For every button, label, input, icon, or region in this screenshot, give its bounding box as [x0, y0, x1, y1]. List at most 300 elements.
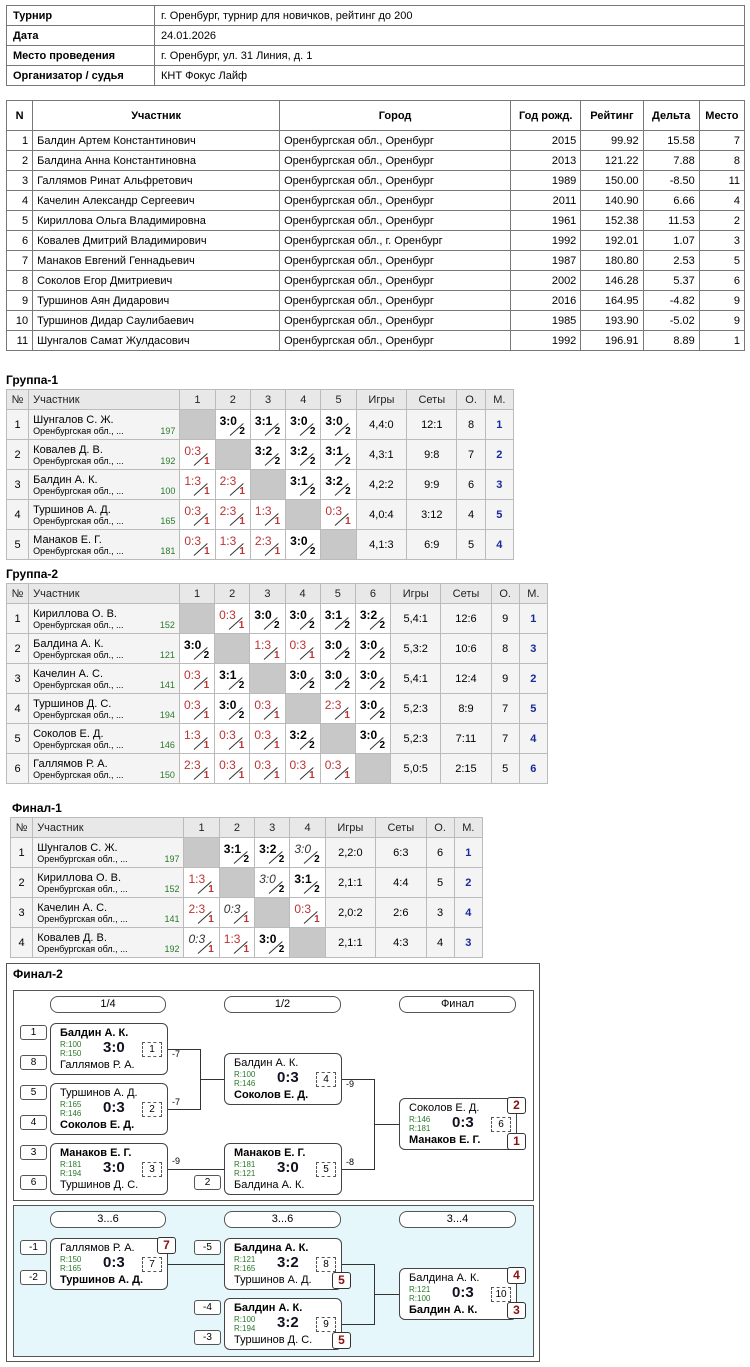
group-row: [11, 838, 483, 868]
table-cell: Оренбургская обл., Оренбург: [280, 191, 511, 211]
match-score: 0:3: [103, 1254, 125, 1271]
empty-cell: [180, 410, 215, 440]
bracket-match: [224, 1143, 342, 1195]
player-rating: 181: [160, 545, 176, 556]
empty-cell: [285, 694, 320, 724]
player-cell: [33, 868, 184, 898]
table-cell: 180.80: [581, 251, 643, 271]
table-cell: 2002: [511, 271, 581, 291]
sets-cell: 9:8: [407, 440, 457, 470]
match-score: 1:3: [184, 474, 202, 488]
table-cell: 1: [7, 131, 33, 151]
player-cell: [29, 634, 180, 664]
match-score: 2:3: [219, 504, 237, 518]
match-player-1: Соколов Е. Д.: [409, 1102, 480, 1114]
match-points: 2: [309, 740, 315, 751]
match-player-2: Балдина А. К.: [234, 1179, 305, 1191]
column-header: 5: [320, 584, 355, 604]
player-name: Галлямов Р. А.: [33, 757, 108, 770]
group-row: [11, 928, 483, 958]
player-rating: 150: [159, 769, 175, 780]
table-cell: Манаков Евгений Геннадьевич: [33, 251, 280, 271]
games-cell: 2,2:0: [325, 838, 375, 868]
match-points: 2: [379, 620, 386, 631]
empty-cell: [255, 898, 290, 928]
match-score: 0:3: [188, 932, 206, 946]
seed: -3: [194, 1330, 221, 1345]
match-score: 0:3: [103, 1099, 125, 1116]
match-score: 3:2: [277, 1314, 299, 1331]
score-cell: [286, 470, 321, 500]
final-2-title: Финал-2: [13, 967, 63, 981]
round-header: 1/4: [50, 996, 166, 1013]
match-score: 3:1: [325, 444, 343, 458]
sets-cell: 12:4: [441, 664, 491, 694]
column-header: Участник: [29, 584, 180, 604]
loser-note: -8: [346, 1157, 355, 1167]
column-header: N: [7, 101, 33, 131]
points-cell: 8: [491, 634, 519, 664]
table-cell: 7: [7, 251, 33, 271]
games-cell: 2,0:2: [325, 898, 375, 928]
match-points: 1: [208, 914, 214, 925]
score-cell: [179, 664, 214, 694]
row-number: 2: [7, 440, 29, 470]
table-cell: 196.91: [581, 331, 643, 351]
final-place-badge: 5: [332, 1272, 351, 1289]
column-header: №: [11, 818, 33, 838]
seed: 4: [20, 1115, 47, 1130]
row-number: 3: [11, 898, 33, 928]
points-cell: 7: [457, 440, 485, 470]
table-cell: 9: [7, 291, 33, 311]
match-score: 2:3: [219, 474, 237, 488]
match-score: 3:0: [254, 608, 272, 622]
match-score: 3:2: [254, 444, 273, 458]
table-cell: 140.90: [581, 191, 643, 211]
match-points: 2: [203, 650, 210, 661]
match-points: 2: [314, 854, 320, 865]
table-cell: 15.58: [643, 131, 699, 151]
seed: -4: [194, 1300, 221, 1315]
column-header: 3: [255, 818, 290, 838]
match-points: 1: [204, 486, 210, 497]
player-city-text: Оренбургская обл., ...: [33, 515, 124, 526]
final-place-badge: 5: [332, 1332, 351, 1349]
table-cell: 1.07: [643, 231, 699, 251]
player-cell: [29, 664, 180, 694]
place-cell: 5: [519, 694, 547, 724]
table-cell: 2016: [511, 291, 581, 311]
match-score: 3:0: [219, 414, 237, 428]
final-place-badge: 3: [507, 1302, 526, 1319]
match-score: 3:0: [289, 668, 307, 682]
match-points: 1: [239, 486, 245, 497]
match-score: 3:0: [325, 414, 343, 428]
group-row: [7, 694, 548, 724]
column-header: 5: [321, 390, 356, 410]
match-score: 1:3: [219, 534, 237, 548]
group-1-table: [6, 389, 514, 560]
seed: 6: [20, 1175, 47, 1190]
final-place-badge: 7: [157, 1237, 176, 1254]
player-cell: [33, 838, 184, 868]
match-player-1: Балдина А. К.: [234, 1242, 309, 1254]
player-city: [37, 914, 179, 924]
group-row: [7, 530, 514, 560]
match-points: 1: [243, 914, 250, 925]
match-score: 1:3: [223, 932, 241, 946]
player-rating: 197: [164, 853, 180, 864]
round-header: 3...6: [224, 1211, 341, 1228]
match-points: 2: [278, 884, 285, 895]
match-player-2: Туршинов А. Д.: [60, 1274, 144, 1286]
tournament-info-table: [6, 5, 745, 86]
match-rating-1: R:100: [234, 1315, 256, 1324]
match-number: 6: [491, 1117, 511, 1132]
match-rating-1: R:181: [60, 1160, 82, 1169]
column-header: Место: [699, 101, 744, 131]
player-cell: [29, 530, 180, 560]
column-header: №: [7, 584, 29, 604]
score-cell: [321, 470, 356, 500]
match-score: 3:0: [219, 698, 237, 712]
player-city: [37, 854, 179, 864]
match-points: 1: [273, 650, 280, 661]
match-points: 1: [314, 914, 320, 925]
table-row: [7, 191, 745, 211]
match-score: 0:3: [184, 534, 202, 548]
final-2-bracket: [6, 963, 540, 1362]
player-name: Манаков Е. Г.: [33, 533, 102, 546]
games-cell: 5,4:1: [391, 604, 441, 634]
sets-cell: 10:6: [441, 634, 491, 664]
column-header: О.: [457, 390, 485, 410]
bracket-match: [224, 1238, 342, 1290]
score-cell: [250, 754, 285, 784]
group-row: [7, 754, 548, 784]
table-cell: 4: [7, 191, 33, 211]
score-cell: [355, 664, 390, 694]
match-rating-2: R:165: [234, 1264, 256, 1273]
score-cell: [355, 604, 390, 634]
match-points: 2: [379, 650, 386, 661]
match-score: 3:2: [325, 474, 343, 488]
column-header: Игры: [325, 818, 375, 838]
match-score: 3:0: [359, 698, 378, 712]
points-cell: 7: [491, 724, 519, 754]
info-row: [7, 26, 745, 46]
score-cell: [215, 664, 250, 694]
column-header: 2: [215, 584, 250, 604]
table-cell: 8: [7, 271, 33, 291]
seed: -5: [194, 1240, 221, 1255]
table-cell: 1961: [511, 211, 581, 231]
match-points: 2: [345, 486, 351, 497]
player-name: Ковалев Д. В.: [37, 931, 107, 944]
round-header: Финал: [399, 996, 516, 1013]
score-cell: [321, 410, 356, 440]
group-1-title: Группа-1: [6, 373, 59, 387]
column-header: Игры: [391, 584, 441, 604]
match-number: 7: [142, 1257, 162, 1272]
place-cell: 1: [519, 604, 547, 634]
match-score: 2:3: [188, 902, 206, 916]
match-number: 2: [142, 1102, 162, 1117]
match-score: 3:0: [359, 638, 378, 652]
player-city-text: Оренбургская обл., ...: [37, 913, 128, 924]
score-cell: [250, 634, 285, 664]
player-city: [33, 620, 175, 630]
final-1-table: [10, 817, 483, 958]
match-points: 2: [239, 426, 245, 437]
points-cell: 9: [491, 664, 519, 694]
match-score: 0:3: [219, 728, 236, 742]
player-city: [37, 944, 179, 954]
match-rating-1: R:121: [234, 1255, 256, 1264]
column-header: №: [7, 390, 29, 410]
match-score: 0:3: [294, 902, 312, 916]
match-points: 2: [238, 710, 245, 721]
match-points: 1: [238, 770, 245, 781]
player-city: [33, 650, 175, 660]
player-rating: 146: [159, 739, 175, 750]
match-rating-2: R:194: [234, 1324, 256, 1333]
match-points: 1: [309, 770, 315, 781]
score-cell: [250, 410, 285, 440]
round-header: 3...6: [50, 1211, 166, 1228]
score-cell: [321, 440, 356, 470]
empty-cell: [179, 604, 214, 634]
match-points: 1: [274, 516, 281, 527]
table-row: [7, 151, 745, 171]
column-header: 3: [250, 584, 285, 604]
match-points: 1: [238, 740, 245, 751]
place-cell: 2: [485, 440, 513, 470]
match-score: 1:3: [183, 728, 201, 742]
table-cell: Оренбургская обл., Оренбург: [280, 131, 511, 151]
games-cell: 4,1:3: [356, 530, 406, 560]
participants-table: [6, 100, 745, 351]
final-place-badge: 1: [507, 1133, 526, 1150]
match-points: 1: [273, 740, 280, 751]
sets-cell: 12:6: [441, 604, 491, 634]
empty-cell: [215, 634, 250, 664]
player-city: [33, 680, 175, 690]
player-city-text: Оренбургская обл., ...: [33, 739, 124, 750]
games-cell: 5,3:2: [391, 634, 441, 664]
table-cell: Балдин Артем Константинович: [33, 131, 280, 151]
table-cell: Оренбургская обл., Оренбург: [280, 171, 511, 191]
score-cell: [285, 604, 320, 634]
player-name: Шунгалов С. Ж.: [33, 413, 114, 426]
player-cell: [33, 928, 184, 958]
player-city-text: Оренбургская обл., ...: [33, 709, 124, 720]
match-score: 3:1: [223, 842, 242, 856]
column-header: 2: [219, 818, 254, 838]
table-cell: 7.88: [643, 151, 699, 171]
table-cell: Соколов Егор Дмитриевич: [33, 271, 280, 291]
sets-cell: 9:9: [407, 470, 457, 500]
final-place-badge: 4: [507, 1267, 526, 1284]
match-rating-2: R:194: [60, 1169, 82, 1178]
player-name: Балдина А. К.: [33, 637, 104, 650]
points-cell: 6: [457, 470, 485, 500]
points-cell: 5: [426, 868, 454, 898]
player-name: Шунгалов С. Ж.: [37, 841, 118, 854]
group-row: [7, 500, 514, 530]
seed: -2: [20, 1270, 47, 1285]
round-header: 1/2: [224, 996, 341, 1013]
table-row: [7, 231, 745, 251]
empty-cell: [184, 838, 219, 868]
match-score: 3:2: [290, 444, 308, 458]
column-header: 4: [285, 584, 320, 604]
match-score: 3:2: [259, 842, 277, 856]
table-cell: 9: [699, 311, 744, 331]
player-city-text: Оренбургская обл., ...: [37, 883, 128, 894]
place-cell: 1: [454, 838, 482, 868]
info-key: Организатор / судья: [7, 66, 155, 86]
place-cell: 3: [485, 470, 513, 500]
player-city-text: Оренбургская обл., ...: [37, 943, 128, 954]
match-score: 1:3: [188, 872, 206, 886]
row-number: 1: [11, 838, 33, 868]
table-cell: 193.90: [581, 311, 643, 331]
score-cell: [215, 530, 250, 560]
bracket-match: [50, 1238, 168, 1290]
match-player-2: Соколов Е. Д.: [234, 1089, 309, 1101]
games-cell: 2,1:1: [325, 868, 375, 898]
match-points: 1: [239, 546, 245, 557]
seed: 5: [20, 1085, 47, 1100]
player-name: Качелин А. С.: [33, 667, 104, 680]
table-row: [7, 251, 745, 271]
column-header: 2: [215, 390, 250, 410]
match-player-1: Манаков Е. Г.: [234, 1147, 306, 1159]
table-cell: 6: [699, 271, 744, 291]
score-cell: [250, 724, 285, 754]
player-city: [33, 710, 175, 720]
match-rating-1: R:165: [60, 1100, 82, 1109]
points-cell: 5: [491, 754, 519, 784]
match-score: 3:2: [359, 608, 378, 622]
match-score: 3:0: [259, 872, 276, 886]
score-cell: [250, 530, 285, 560]
match-score: 3:0: [290, 534, 308, 548]
bracket-match: [224, 1298, 342, 1350]
player-city-text: Оренбургская обл., ...: [37, 853, 128, 864]
group-header-row: [7, 390, 514, 410]
games-cell: 5,0:5: [391, 754, 441, 784]
bracket-match: [224, 1053, 342, 1105]
points-cell: 9: [491, 604, 519, 634]
sets-cell: 2:15: [441, 754, 491, 784]
match-score: 3:0: [103, 1159, 125, 1176]
match-player-2: Туршинов Д. С.: [234, 1334, 313, 1346]
games-cell: 4,4:0: [356, 410, 406, 440]
match-player-2: Соколов Е. Д.: [60, 1119, 135, 1131]
score-cell: [219, 898, 254, 928]
match-points: 1: [204, 456, 210, 467]
info-key: Место проведения: [7, 46, 155, 66]
match-points: 1: [203, 710, 210, 721]
match-points: 2: [345, 426, 351, 437]
player-cell: [29, 604, 180, 634]
table-cell: Оренбургская обл., Оренбург: [280, 311, 511, 331]
match-score: 3:0: [290, 414, 308, 428]
score-cell: [179, 724, 214, 754]
column-header: Сеты: [376, 818, 426, 838]
table-cell: 2013: [511, 151, 581, 171]
match-rating-2: R:150: [60, 1049, 82, 1058]
column-header: 1: [184, 818, 219, 838]
player-name: Туршинов Д. С.: [33, 697, 112, 710]
score-cell: [215, 694, 250, 724]
main-bracket-panel: [13, 990, 534, 1201]
seed: 8: [20, 1055, 47, 1070]
table-row: [7, 211, 745, 231]
match-score: 3:0: [277, 1159, 299, 1176]
match-points: 2: [278, 944, 285, 955]
sets-cell: 6:3: [376, 838, 426, 868]
match-player-1: Манаков Е. Г.: [60, 1147, 132, 1159]
table-cell: Оренбургская обл., г. Оренбург: [280, 231, 511, 251]
score-cell: [180, 530, 215, 560]
player-cell: [29, 410, 180, 440]
table-cell: 164.95: [581, 291, 643, 311]
loser-note: -7: [172, 1049, 181, 1059]
match-points: 1: [273, 770, 280, 781]
match-points: 2: [309, 486, 316, 497]
score-cell: [285, 634, 320, 664]
table-cell: 3: [7, 171, 33, 191]
match-score: 3:1: [290, 474, 308, 488]
empty-cell: [250, 664, 285, 694]
score-cell: [215, 724, 250, 754]
player-cell: [29, 440, 180, 470]
match-points: 2: [309, 546, 316, 557]
table-cell: Оренбургская обл., Оренбург: [280, 331, 511, 351]
table-cell: 2: [699, 211, 744, 231]
row-number: 1: [7, 410, 29, 440]
column-header: 4: [286, 390, 321, 410]
group-row: [7, 634, 548, 664]
loser-note: -7: [172, 1097, 181, 1107]
points-cell: 7: [491, 694, 519, 724]
score-cell: [286, 410, 321, 440]
table-cell: 4: [699, 191, 744, 211]
match-points: 1: [204, 546, 210, 557]
player-rating: 152: [164, 883, 180, 894]
match-points: 2: [274, 426, 281, 437]
table-row: [7, 291, 745, 311]
match-points: 2: [379, 710, 386, 721]
score-cell: [180, 440, 215, 470]
match-player-2: Галлямов Р. А.: [60, 1059, 135, 1071]
match-score: 0:3: [184, 444, 202, 458]
points-cell: 4: [426, 928, 454, 958]
column-header: Год рожд.: [511, 101, 581, 131]
player-city: [33, 456, 175, 466]
score-cell: [320, 664, 355, 694]
player-city-text: Оренбургская обл., ...: [33, 545, 124, 556]
table-cell: 11: [699, 171, 744, 191]
place-cell: 5: [485, 500, 513, 530]
column-header: М.: [519, 584, 547, 604]
table-cell: 9: [699, 291, 744, 311]
loser-note: -9: [172, 1156, 181, 1166]
